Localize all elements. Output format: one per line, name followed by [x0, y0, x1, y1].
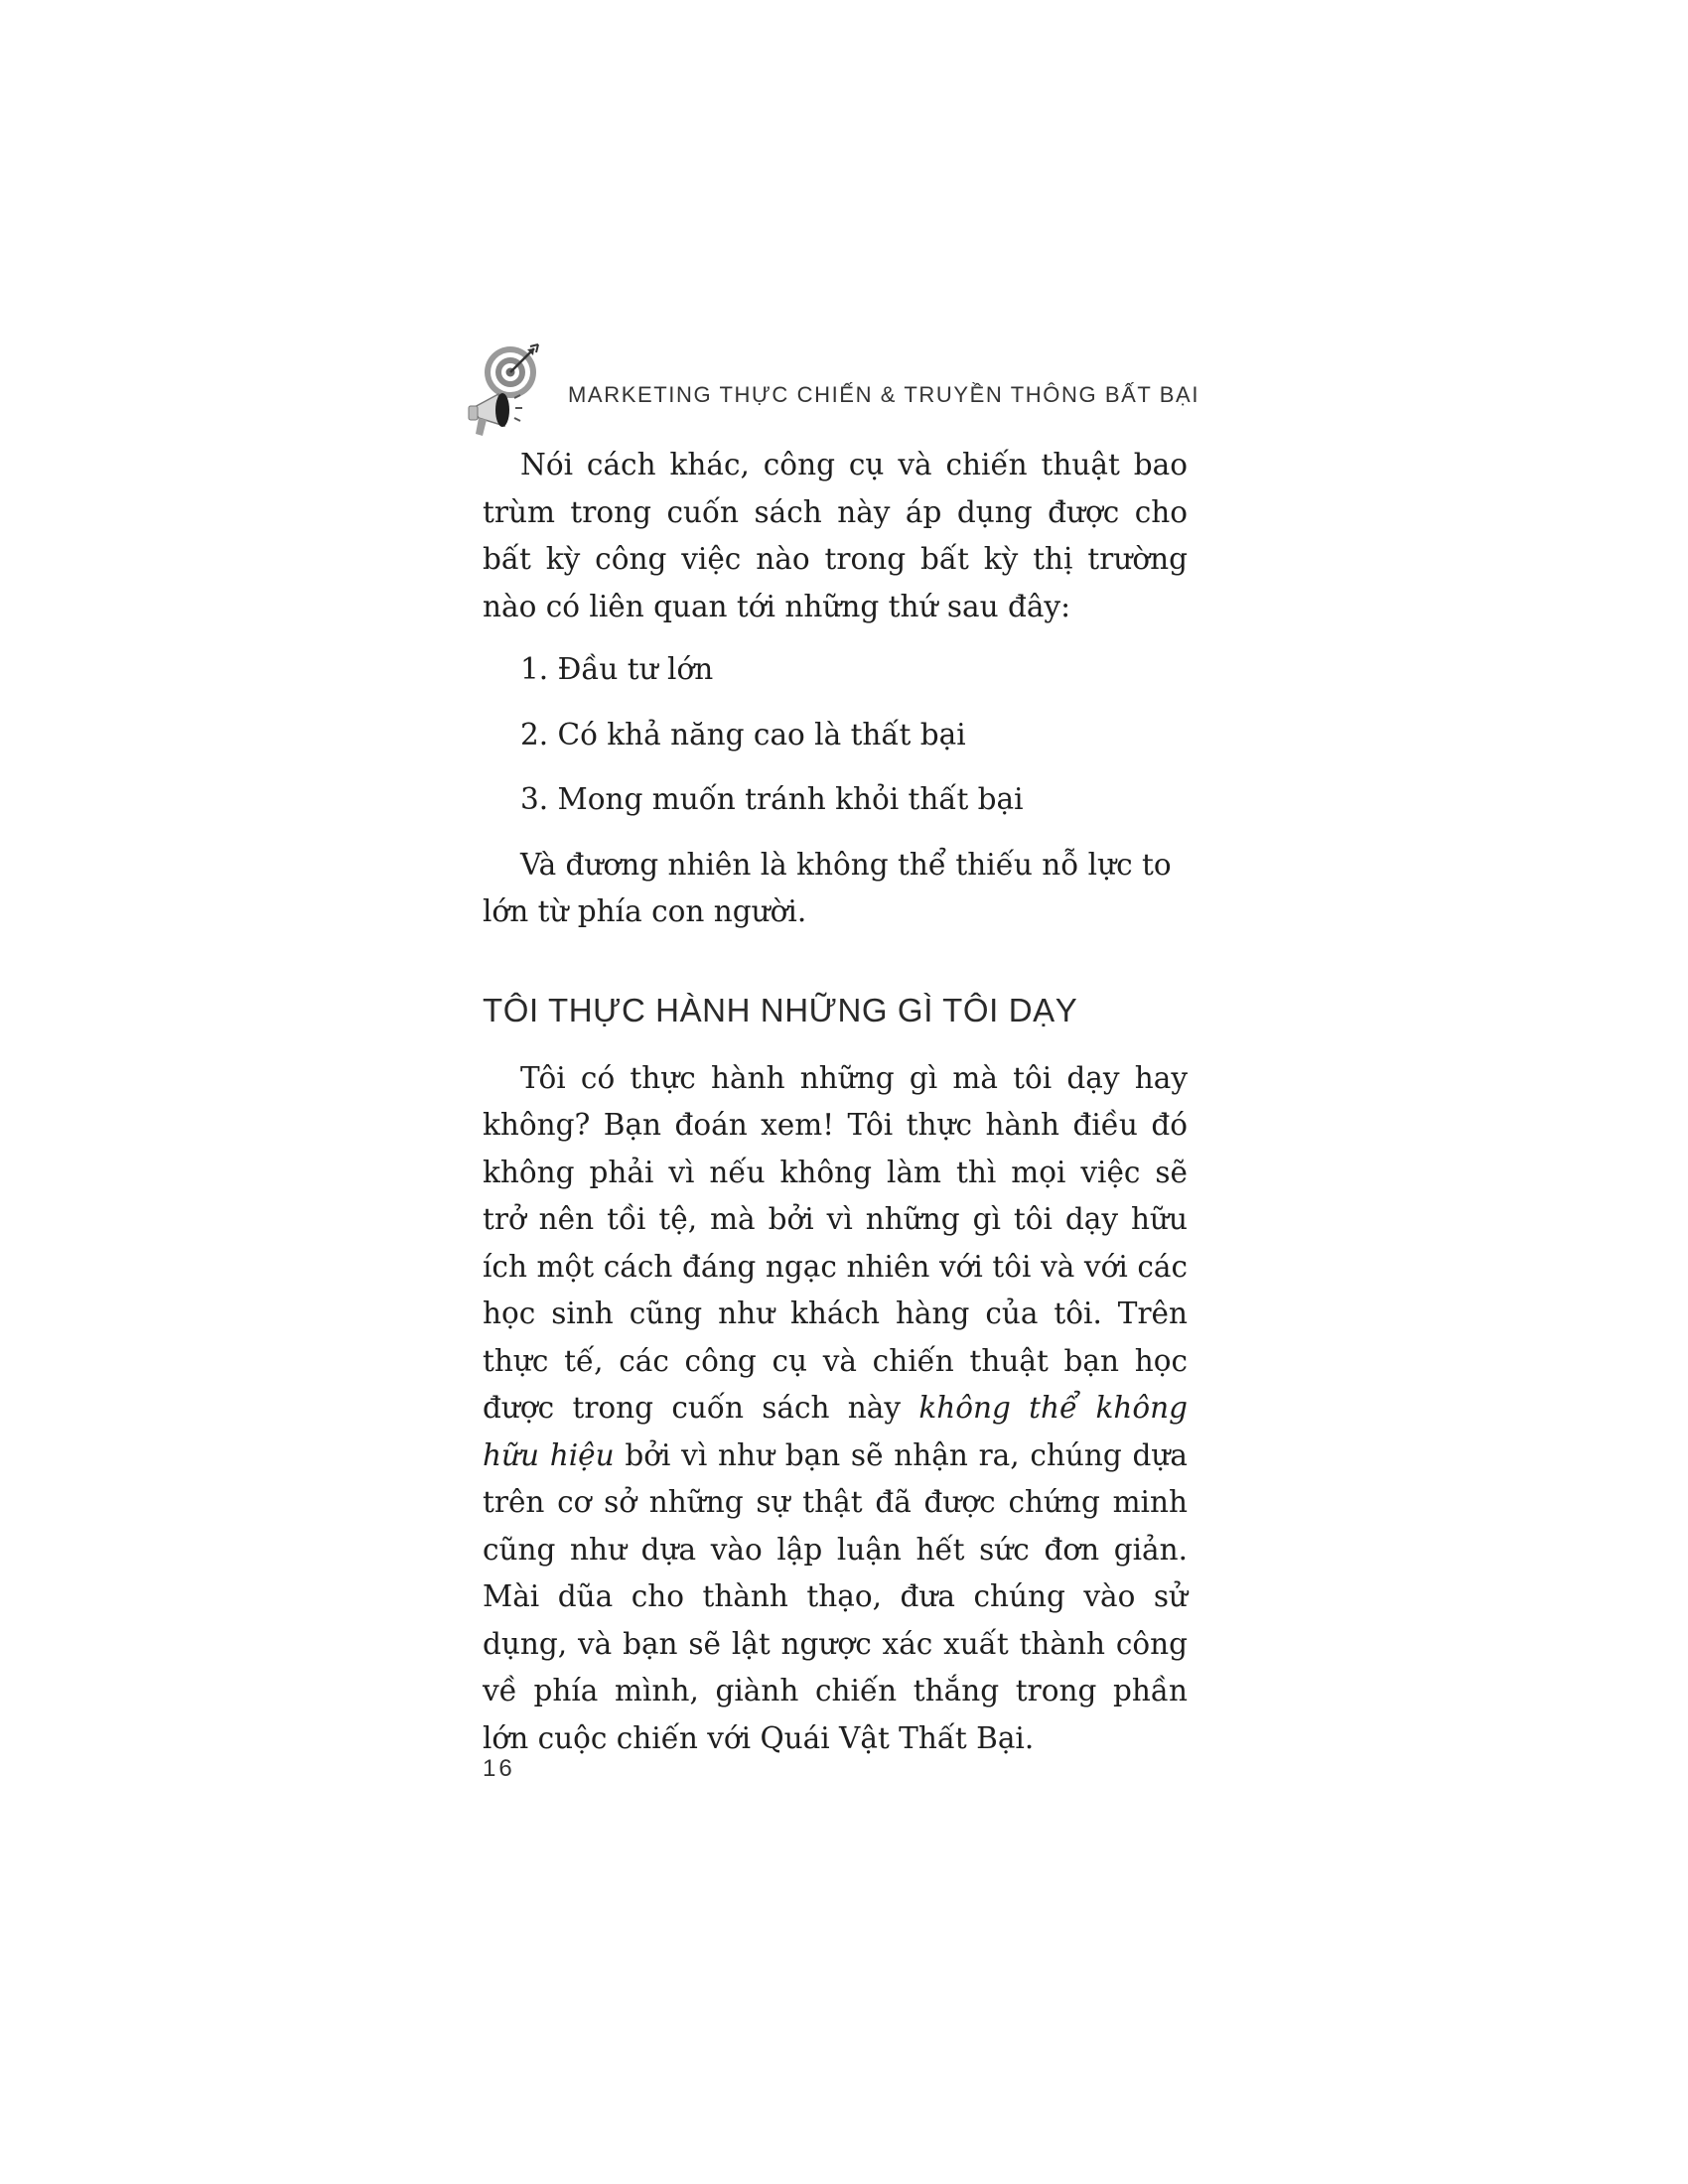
- section-heading: TÔI THỰC HÀNH NHỮNG GÌ TÔI DẠY: [483, 991, 1078, 1028]
- page-number: 16: [483, 1755, 515, 1782]
- section-text-italic: không thể không hữu hiệu: [483, 1391, 1188, 1472]
- body-text: [483, 442, 1188, 1762]
- running-header-title: MARKETING THỰC CHIẾN & TRUYỀN THÔNG BẤT BẠI: [568, 382, 1200, 407]
- list-item: 1. Đầu tư lớn: [520, 652, 714, 686]
- list-item: 3. Mong muốn tránh khỏi thất bại: [520, 782, 1024, 816]
- list-item: 2. Có khả năng cao là thất bại: [520, 717, 966, 751]
- section-text-end: bởi vì như bạn sẽ nhận ra, chúng dựa trên cơ sở những sự thật đã được chứng minh cũng như dựa vào lập luận hết sức đơn giản. Mài dũa cho thành thạo, đưa chúng vào sử dụng, và bạn sẽ lật ngược xác xuất thành công về phía mình, giành chiến thắng trong phần lớn cuộc chiến với Quái Vật Thất Bại.: [483, 1437, 1188, 1755]
- section-paragraph: [483, 1055, 1188, 1763]
- section-text-start: Tôi có thực hành những gì mà tôi dạy hay không? Bạn đoán xem! Tôi thực hành điều đó không phải vì nếu không làm thì mọi việc sẽ trở nên tồi tệ, mà bởi vì những gì tôi dạy hữu ích một cách đáng ngạc nhiên với tôi và với các học sinh cũng như khách hàng của tôi. Trên thực tế, các công cụ và chiến thuật bạn học được trong cuốn sách này: [483, 1060, 1188, 1425]
- running-header: [465, 342, 1199, 442]
- intro-closing-paragraph: Và đương nhiên là không thể thiếu nỗ lực to lớn từ phía con người.: [483, 847, 1172, 928]
- target-megaphone-icon: [465, 342, 544, 442]
- intro-paragraph: Nói cách khác, công cụ và chiến thuật bao trùm trong cuốn sách này áp dụng được cho bất kỳ công việc nào trong bất kỳ thị trường nào có liên quan tới những thứ sau đây:: [483, 448, 1188, 623]
